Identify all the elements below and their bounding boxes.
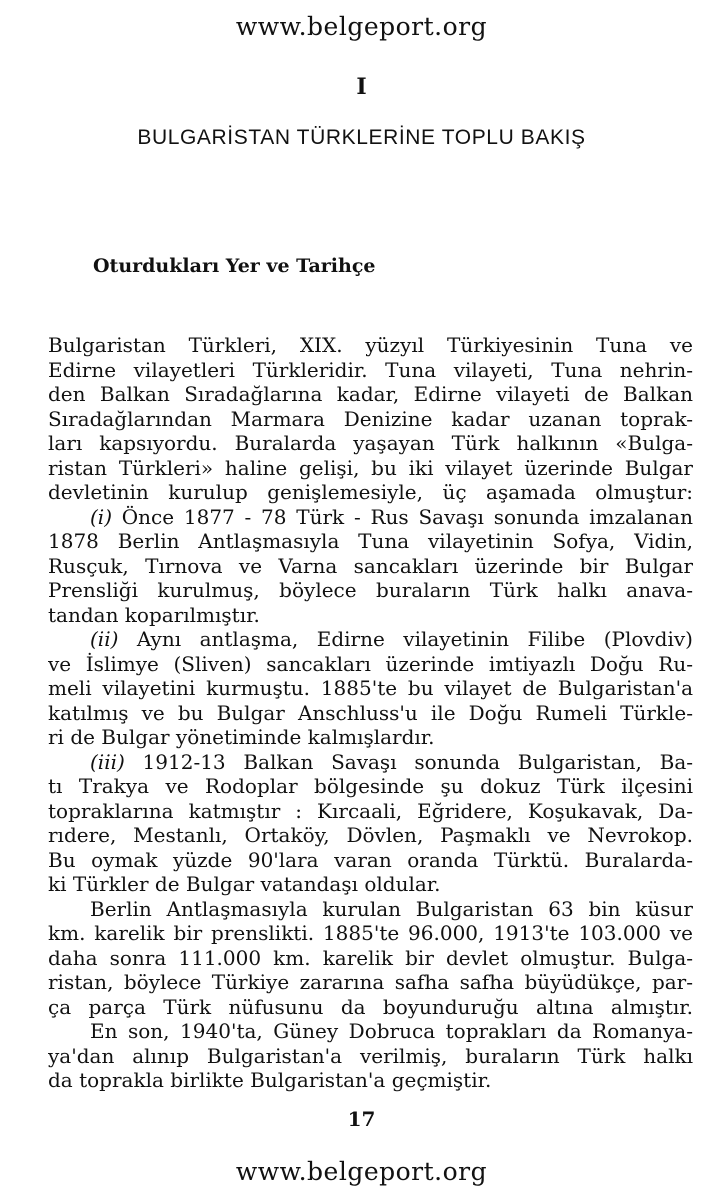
text-line: da toprakla birlikte Bulgaristan'a geçmiştir.: [48, 1068, 492, 1092]
list-enumerator: (ii): [90, 627, 119, 651]
text-line: tandan koparılmıştır.: [48, 602, 260, 627]
footer-url: www.belgeport.org: [235, 1157, 488, 1186]
text-line: katılmış ve bu Bulgar Anschluss'u ile Doğu Rumeli Türkle-: [48, 700, 693, 725]
section-heading: Oturdukları Yer ve Tarihçe: [93, 255, 376, 277]
list-enumerator: (iii): [90, 749, 125, 774]
chapter-number: I: [356, 74, 367, 100]
text-line: Prensliği kurulmuş, böylece buraların Türk halkı anava-: [48, 578, 693, 602]
text-line: meli vilayetini kurmuştu. 1885'te bu vilayet de Bulgaristan'a: [48, 676, 693, 700]
text-line: ristan Türkleri» haline gelişi, bu iki vilayet üzerinde Bulgar: [48, 455, 693, 480]
text-line: En son, 1940'ta, Güney Dobruca toprakları da Romanya-: [90, 1019, 693, 1043]
text-line: Bu oymak yüzde 90'lara varan oranda Türktü. Buralarda-: [48, 847, 693, 872]
text-line: (i) Önce 1877 - 78 Türk - Rus Savaşı sonunda imzalanan: [90, 504, 693, 529]
text-line: km. karelik bir prenslikti. 1885'te 96.000, 1913'te 103.000 ve: [48, 921, 693, 945]
text-line: ları kapsıyordu. Buralarda yaşayan Türk halkının «Bulga-: [48, 431, 693, 455]
header-url: www.belgeport.org: [235, 12, 488, 41]
text-line: daha sonra 111.000 km. karelik bir devlet olmuştur. Bulga-: [48, 945, 693, 970]
text-line: Sıradağlarından Marmara Denizine kadar uzanan toprak-: [48, 406, 693, 431]
text-line: Edirne vilayetleri Türkleridir. Tuna vilayeti, Tuna nehrin-: [48, 357, 693, 382]
text-line: (iii) 1912-13 Balkan Savaşı sonunda Bulgaristan, Ba-: [90, 749, 693, 774]
list-enumerator: (i): [90, 504, 113, 529]
text-line: 1878 Berlin Antlaşmasıyla Tuna vilayetinin Sofya, Vidin,: [48, 529, 693, 553]
text-line: ki Türkler de Bulgar vatandaşı oldular.: [48, 872, 441, 896]
chapter-title: BULGARİSTAN TÜRKLERİNE TOPLU BAKIŞ: [137, 126, 586, 149]
page-number: 17: [347, 1107, 376, 1131]
text-line: rıdere, Mestanlı, Ortaköy, Dövlen, Paşmaklı ve Nevrokop.: [48, 823, 693, 847]
text-line: Rusçuk, Tırnova ve Varna sancakları üzerinde bir Bulgar: [48, 553, 693, 578]
text-line: ça parça Türk nüfusunu da boyunduruğu altına almıştır.: [48, 994, 693, 1019]
text-line: topraklarına katmıştır : Kırcaali, Eğridere, Koşukavak, Da-: [48, 798, 693, 823]
text-line: ve İslimye (Sliven) sancakları üzerinde imtiyazlı Doğu Ru-: [48, 651, 693, 676]
text-line: den Balkan Sıradağlarına kadar, Edirne vilayeti de Balkan: [48, 382, 693, 406]
text-line: (ii) Aynı antlaşma, Edirne vilayetinin Filibe (Plovdiv): [90, 627, 693, 651]
text-line: ristan, böylece Türkiye zararına safha safha büyüdükçe, par-: [48, 970, 693, 994]
text-line: devletinin kurulup genişlemesiyle, üç aşamada olmuştur:: [48, 480, 693, 504]
text-line: tı Trakya ve Rodoplar bölgesinde şu dokuz Türk ilçesini: [48, 774, 693, 798]
text-line: ri de Bulgar yönetiminde kalmışlardır.: [48, 725, 435, 749]
body-text: [48, 333, 693, 1093]
text-line: Berlin Antlaşmasıyla kurulan Bulgaristan 63 bin küsur: [90, 896, 693, 921]
text-line: ya'dan alınıp Bulgaristan'a verilmiş, buraların Türk halkı: [48, 1043, 693, 1068]
text-line: Bulgaristan Türkleri, XIX. yüzyıl Türkiyesinin Tuna ve: [48, 333, 693, 357]
